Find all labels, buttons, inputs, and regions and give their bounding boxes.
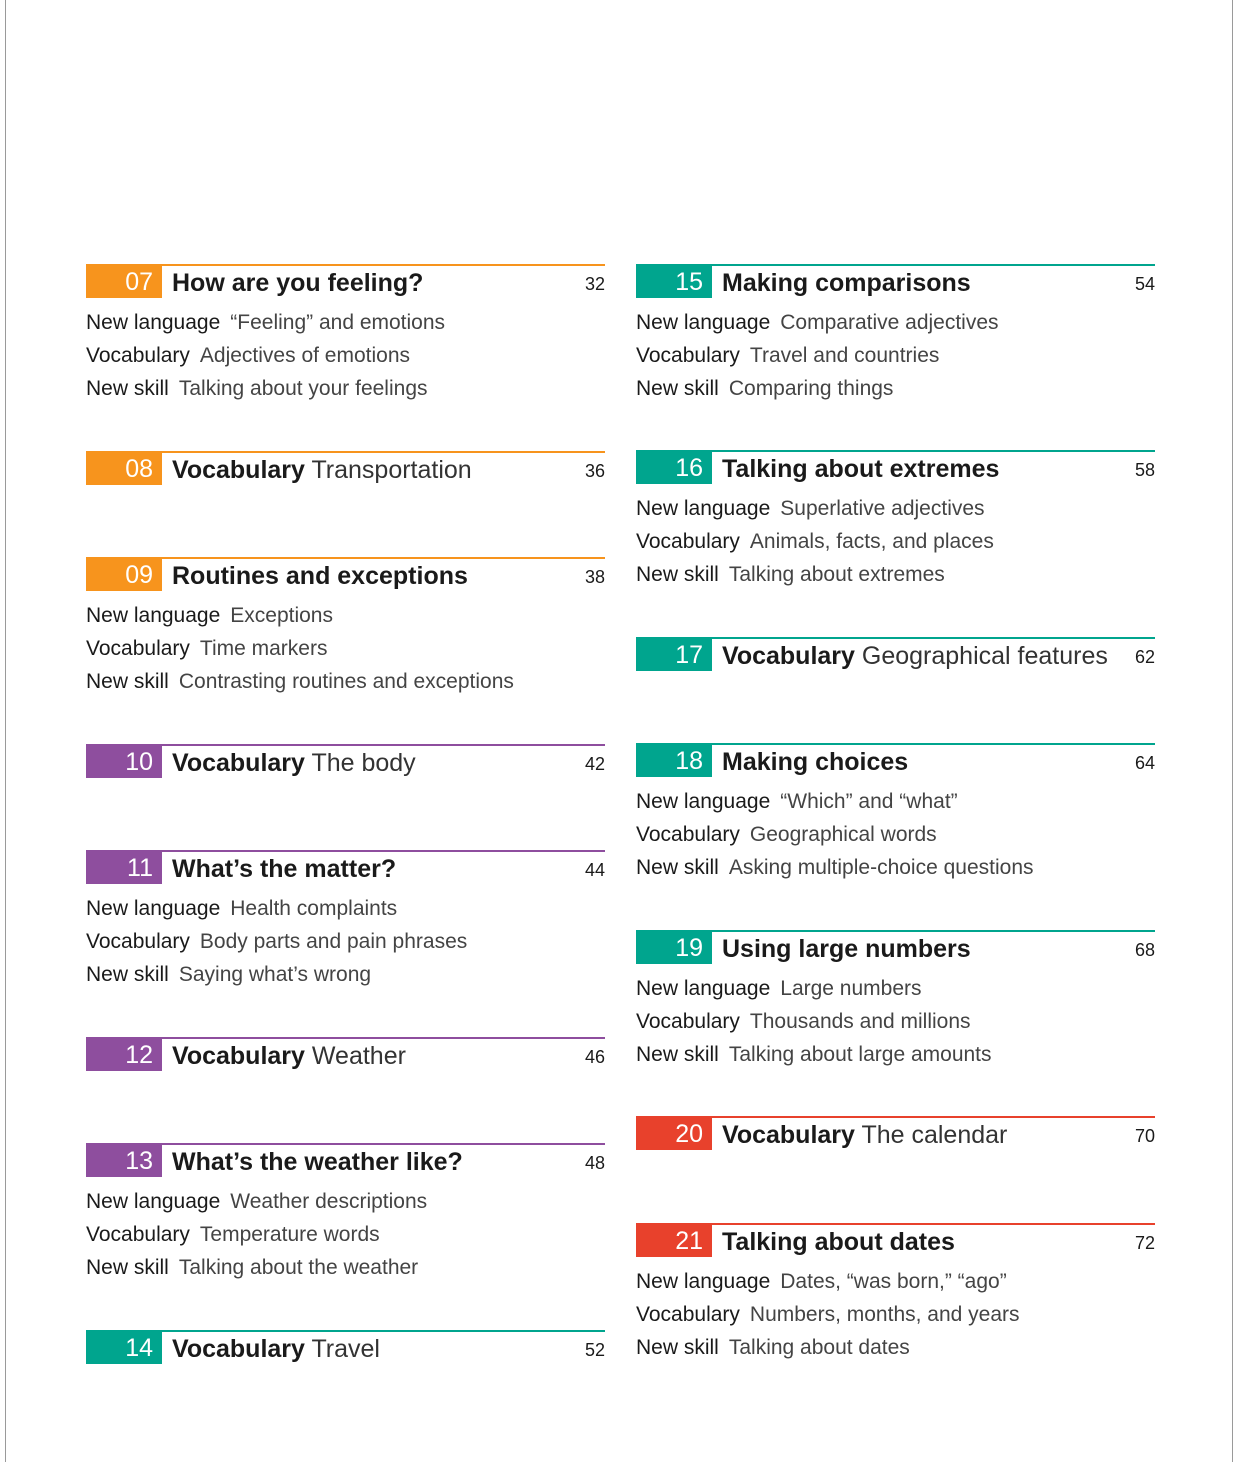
vocabulary-label: Vocabulary bbox=[636, 823, 740, 846]
new-language-label: New language bbox=[86, 1190, 221, 1213]
unit-page-number: 58 bbox=[1134, 460, 1155, 480]
unit-title-bold: Vocabulary bbox=[722, 1121, 855, 1149]
unit-page-number: 46 bbox=[584, 1047, 605, 1067]
unit-header bbox=[636, 450, 1155, 488]
unit-details bbox=[86, 306, 605, 405]
unit-details bbox=[86, 1185, 605, 1284]
new-skill-label: New skill bbox=[86, 670, 169, 693]
unit-page-number: 44 bbox=[584, 860, 605, 880]
new-language-value: Large numbers bbox=[780, 977, 922, 1000]
new-language-value: Superlative adjectives bbox=[780, 497, 985, 520]
new-language-row bbox=[636, 1265, 1155, 1298]
unit-title[interactable] bbox=[722, 932, 971, 966]
toc-unit-12[interactable] bbox=[86, 1037, 605, 1075]
page-edge-left bbox=[5, 0, 6, 1462]
new-skill-value: Saying what’s wrong bbox=[178, 963, 372, 986]
new-skill-row bbox=[636, 558, 1155, 591]
unit-title-rest: Travel bbox=[311, 1335, 380, 1363]
new-skill-value: Talking about the weather bbox=[178, 1256, 419, 1279]
unit-number: 11 bbox=[86, 852, 162, 884]
unit-header bbox=[636, 264, 1155, 302]
unit-page-number: 32 bbox=[584, 274, 605, 294]
new-skill-row bbox=[86, 372, 605, 405]
unit-header bbox=[636, 743, 1155, 781]
unit-title[interactable] bbox=[172, 1039, 406, 1073]
unit-details bbox=[636, 972, 1155, 1071]
page-edge-right bbox=[1232, 0, 1233, 1462]
new-skill-value: Talking about your feelings bbox=[178, 377, 428, 400]
toc-unit-14[interactable] bbox=[86, 1330, 605, 1368]
new-language-label: New language bbox=[636, 977, 771, 1000]
vocabulary-row bbox=[636, 1005, 1155, 1038]
new-skill-value: Contrasting routines and exceptions bbox=[178, 670, 514, 693]
unit-title-bold: Vocabulary bbox=[722, 642, 855, 670]
unit-number: 13 bbox=[86, 1145, 162, 1177]
unit-number: 14 bbox=[86, 1332, 162, 1364]
unit-number: 18 bbox=[636, 745, 712, 777]
new-skill-label: New skill bbox=[636, 1043, 719, 1066]
unit-header bbox=[636, 637, 1155, 675]
unit-header bbox=[636, 1116, 1155, 1154]
unit-details bbox=[636, 1265, 1155, 1364]
unit-details bbox=[86, 599, 605, 698]
new-skill-label: New skill bbox=[86, 377, 169, 400]
new-language-row bbox=[86, 1185, 605, 1218]
unit-number: 19 bbox=[636, 932, 712, 964]
unit-header bbox=[636, 1223, 1155, 1261]
unit-page-number: 62 bbox=[1134, 647, 1155, 667]
new-language-value: Weather descriptions bbox=[230, 1190, 428, 1213]
vocabulary-row bbox=[636, 1298, 1155, 1331]
unit-title[interactable] bbox=[722, 1118, 1007, 1152]
vocabulary-label: Vocabulary bbox=[86, 344, 190, 367]
unit-number: 10 bbox=[86, 746, 162, 778]
vocabulary-row bbox=[86, 1218, 605, 1251]
new-skill-label: New skill bbox=[636, 563, 719, 586]
new-skill-label: New skill bbox=[86, 1256, 169, 1279]
toc-unit-20[interactable] bbox=[636, 1116, 1155, 1154]
unit-page-number: 48 bbox=[584, 1153, 605, 1173]
unit-title-rest: The body bbox=[311, 749, 416, 777]
new-language-row bbox=[86, 306, 605, 339]
vocabulary-row bbox=[636, 339, 1155, 372]
unit-header bbox=[86, 744, 605, 782]
new-language-row bbox=[636, 785, 1155, 818]
unit-number: 16 bbox=[636, 452, 712, 484]
unit-page-number: 68 bbox=[1134, 940, 1155, 960]
new-language-label: New language bbox=[636, 1270, 771, 1293]
unit-page-number: 64 bbox=[1134, 753, 1155, 773]
new-skill-label: New skill bbox=[86, 963, 169, 986]
new-language-value: Dates, “was born,” “ago” bbox=[780, 1270, 1007, 1293]
unit-title[interactable] bbox=[172, 1145, 463, 1179]
unit-title[interactable] bbox=[722, 266, 971, 300]
vocabulary-value: Geographical words bbox=[749, 823, 937, 846]
unit-number: 17 bbox=[636, 639, 712, 671]
toc-unit-19[interactable] bbox=[636, 930, 1155, 1071]
unit-details bbox=[636, 785, 1155, 884]
unit-header bbox=[86, 451, 605, 489]
new-language-value: Comparative adjectives bbox=[780, 311, 999, 334]
new-skill-value: Comparing things bbox=[728, 377, 894, 400]
toc-unit-08[interactable] bbox=[86, 451, 605, 489]
vocabulary-value: Animals, facts, and places bbox=[749, 530, 994, 553]
unit-number: 08 bbox=[86, 453, 162, 485]
unit-title[interactable] bbox=[172, 453, 472, 487]
vocabulary-label: Vocabulary bbox=[636, 344, 740, 367]
new-skill-value: Talking about extremes bbox=[728, 563, 945, 586]
toc-unit-16[interactable] bbox=[636, 450, 1155, 591]
new-language-row bbox=[86, 599, 605, 632]
new-skill-row bbox=[636, 372, 1155, 405]
unit-page-number: 42 bbox=[584, 754, 605, 774]
new-skill-row bbox=[636, 851, 1155, 884]
unit-title-bold: Vocabulary bbox=[172, 1042, 305, 1070]
new-language-value: Health complaints bbox=[230, 897, 398, 920]
unit-header bbox=[636, 930, 1155, 968]
new-skill-value: Talking about large amounts bbox=[728, 1043, 992, 1066]
new-language-label: New language bbox=[86, 604, 221, 627]
unit-details bbox=[636, 492, 1155, 591]
new-skill-label: New skill bbox=[636, 1336, 719, 1359]
vocabulary-value: Body parts and pain phrases bbox=[199, 930, 468, 953]
new-skill-row bbox=[636, 1038, 1155, 1071]
new-language-value: “Which” and “what” bbox=[780, 790, 958, 813]
vocabulary-value: Adjectives of emotions bbox=[199, 344, 411, 367]
unit-title-bold: What’s the matter? bbox=[172, 855, 397, 883]
new-language-row bbox=[636, 492, 1155, 525]
new-skill-row bbox=[86, 1251, 605, 1284]
new-language-label: New language bbox=[636, 311, 771, 334]
vocabulary-row bbox=[86, 632, 605, 665]
vocabulary-label: Vocabulary bbox=[636, 1303, 740, 1326]
unit-title[interactable] bbox=[722, 639, 1108, 673]
new-language-label: New language bbox=[636, 790, 771, 813]
unit-header bbox=[86, 850, 605, 888]
unit-title-bold: Vocabulary bbox=[172, 456, 305, 484]
new-skill-value: Talking about dates bbox=[728, 1336, 910, 1359]
unit-title[interactable] bbox=[172, 559, 468, 593]
vocabulary-label: Vocabulary bbox=[636, 530, 740, 553]
new-language-row bbox=[636, 306, 1155, 339]
unit-title[interactable] bbox=[172, 746, 416, 780]
unit-title-rest: Geographical features bbox=[861, 642, 1108, 670]
toc-unit-17[interactable] bbox=[636, 637, 1155, 675]
unit-header bbox=[86, 264, 605, 302]
new-skill-row bbox=[636, 1331, 1155, 1364]
toc-unit-18[interactable] bbox=[636, 743, 1155, 884]
unit-title[interactable] bbox=[722, 1225, 955, 1259]
unit-page-number: 36 bbox=[584, 461, 605, 481]
new-skill-label: New skill bbox=[636, 377, 719, 400]
unit-header bbox=[86, 557, 605, 595]
unit-title-bold: Talking about extremes bbox=[722, 455, 1000, 483]
vocabulary-value: Time markers bbox=[199, 637, 328, 660]
unit-page-number: 70 bbox=[1134, 1126, 1155, 1146]
unit-page-number: 52 bbox=[584, 1340, 605, 1360]
vocabulary-label: Vocabulary bbox=[636, 1010, 740, 1033]
vocabulary-value: Thousands and millions bbox=[749, 1010, 971, 1033]
toc-unit-15[interactable] bbox=[636, 264, 1155, 405]
new-language-label: New language bbox=[86, 311, 221, 334]
unit-title-bold: Talking about dates bbox=[722, 1228, 955, 1256]
new-language-value: Exceptions bbox=[230, 604, 333, 627]
unit-number: 12 bbox=[86, 1039, 162, 1071]
unit-number: 21 bbox=[636, 1225, 712, 1257]
unit-page-number: 54 bbox=[1134, 274, 1155, 294]
unit-title[interactable] bbox=[172, 852, 396, 886]
vocabulary-value: Temperature words bbox=[199, 1223, 380, 1246]
unit-title-bold: Vocabulary bbox=[172, 749, 305, 777]
vocabulary-value: Numbers, months, and years bbox=[749, 1303, 1020, 1326]
unit-title-bold: Making choices bbox=[722, 748, 909, 776]
toc-unit-10[interactable] bbox=[86, 744, 605, 782]
unit-details bbox=[86, 892, 605, 991]
unit-number: 15 bbox=[636, 266, 712, 298]
new-language-row bbox=[86, 892, 605, 925]
unit-header bbox=[86, 1037, 605, 1075]
unit-title-bold: What’s the weather like? bbox=[172, 1148, 463, 1176]
new-skill-value: Asking multiple-choice questions bbox=[728, 856, 1034, 879]
toc-unit-21[interactable] bbox=[636, 1223, 1155, 1364]
new-skill-row bbox=[86, 958, 605, 991]
vocabulary-row bbox=[636, 525, 1155, 558]
vocabulary-label: Vocabulary bbox=[86, 637, 190, 660]
vocabulary-label: Vocabulary bbox=[86, 930, 190, 953]
unit-header bbox=[86, 1330, 605, 1368]
vocabulary-row bbox=[86, 339, 605, 372]
toc-unit-07[interactable] bbox=[86, 264, 605, 405]
toc-unit-11[interactable] bbox=[86, 850, 605, 991]
new-language-row bbox=[636, 972, 1155, 1005]
unit-details bbox=[636, 306, 1155, 405]
unit-title-bold: Making comparisons bbox=[722, 269, 971, 297]
unit-page-number: 72 bbox=[1134, 1233, 1155, 1253]
new-language-label: New language bbox=[86, 897, 221, 920]
unit-title-bold: How are you feeling? bbox=[172, 269, 424, 297]
toc-unit-09[interactable] bbox=[86, 557, 605, 698]
unit-title[interactable] bbox=[172, 1332, 380, 1366]
unit-title-rest: Transportation bbox=[311, 456, 472, 484]
new-skill-label: New skill bbox=[636, 856, 719, 879]
new-language-value: “Feeling” and emotions bbox=[230, 311, 446, 334]
toc-unit-13[interactable] bbox=[86, 1143, 605, 1284]
unit-title[interactable] bbox=[722, 745, 908, 779]
unit-title[interactable] bbox=[722, 452, 999, 486]
vocabulary-row bbox=[636, 818, 1155, 851]
unit-page-number: 38 bbox=[584, 567, 605, 587]
new-skill-row bbox=[86, 665, 605, 698]
unit-title-bold: Routines and exceptions bbox=[172, 562, 468, 590]
new-language-label: New language bbox=[636, 497, 771, 520]
vocabulary-value: Travel and countries bbox=[749, 344, 940, 367]
unit-title-rest: Weather bbox=[311, 1042, 406, 1070]
unit-title-rest: The calendar bbox=[861, 1121, 1008, 1149]
unit-number: 07 bbox=[86, 266, 162, 298]
unit-title[interactable] bbox=[172, 266, 423, 300]
vocabulary-row bbox=[86, 925, 605, 958]
unit-header bbox=[86, 1143, 605, 1181]
unit-title-bold: Using large numbers bbox=[722, 935, 971, 963]
unit-number: 20 bbox=[636, 1118, 712, 1150]
unit-title-bold: Vocabulary bbox=[172, 1335, 305, 1363]
vocabulary-label: Vocabulary bbox=[86, 1223, 190, 1246]
unit-number: 09 bbox=[86, 559, 162, 591]
